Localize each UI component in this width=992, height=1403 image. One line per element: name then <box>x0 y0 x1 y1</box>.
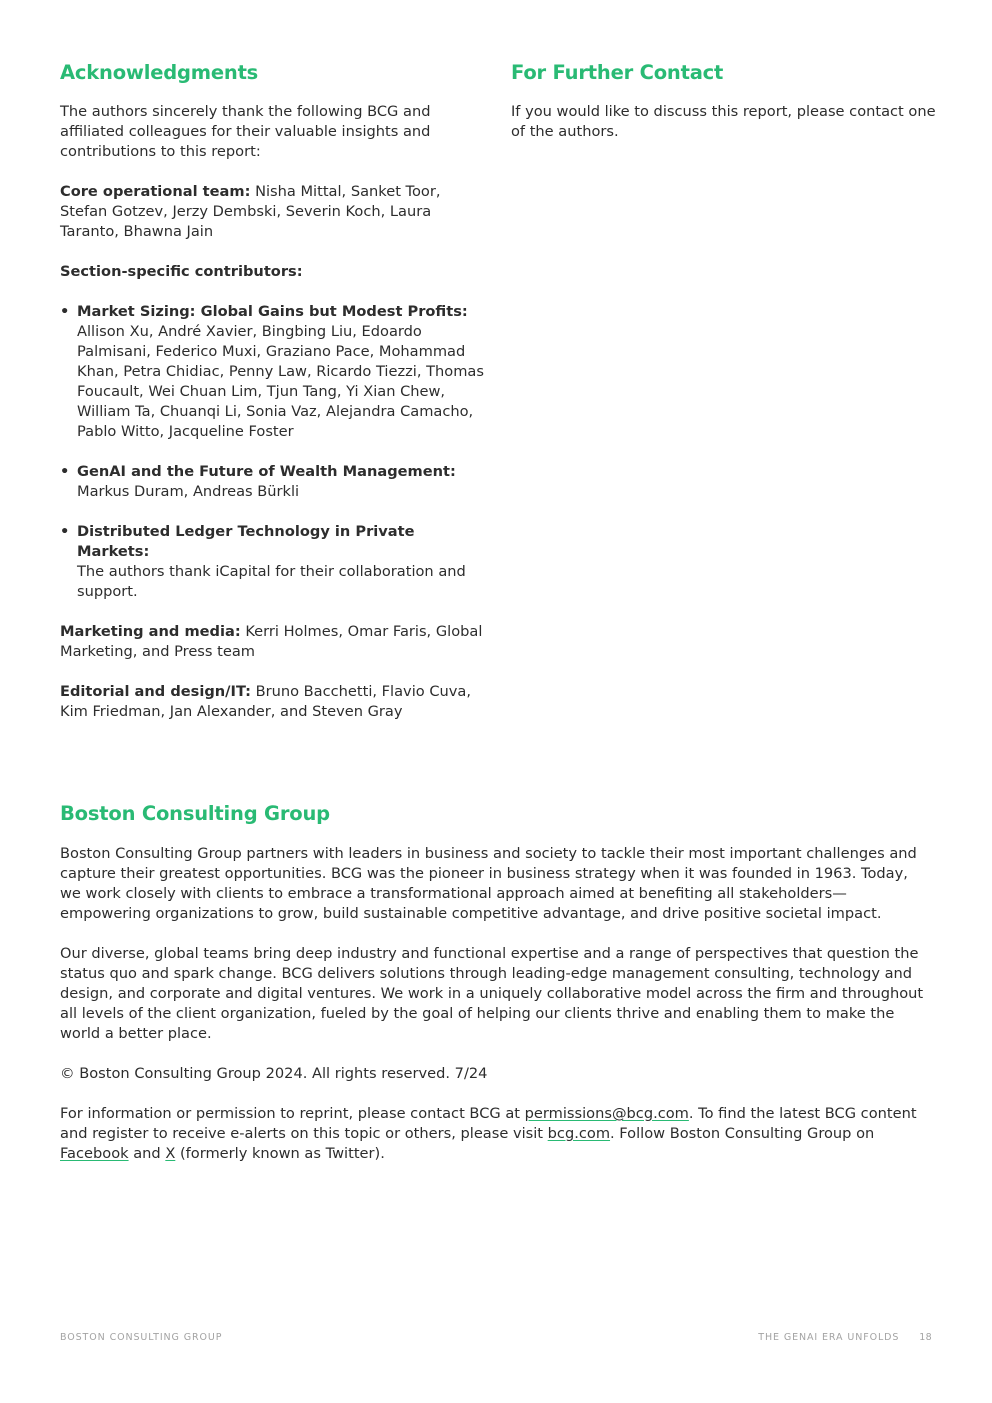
reprint-info: For information or permission to reprint, please contact BCG at permissions@bcg.com. To find the latest BCG content and register to receive e-alerts on this topic or others, please visit bcg.com. Follow Boston Consulting Group on Facebook and X (formerly known as Twitter). <box>60 1105 917 1162</box>
contact-text: If you would like to discuss this report, please contact one of the authors. <box>511 103 936 140</box>
marketing-team <box>60 622 484 662</box>
contact-section <box>511 61 936 142</box>
core-team <box>60 182 484 242</box>
editorial-label: Editorial and design/IT: <box>60 683 251 700</box>
acknowledgments-section <box>60 61 484 722</box>
x-link[interactable]: X <box>165 1145 176 1162</box>
copyright: © Boston Consulting Group 2024. All rights reserved. 7/24 <box>60 1065 488 1082</box>
section-contributors-label: Section-specific contributors: <box>60 263 303 280</box>
bcg-section <box>60 802 932 1164</box>
bcg-site-link[interactable]: bcg.com <box>547 1125 611 1142</box>
bcg-heading: Boston Consulting Group <box>60 802 330 825</box>
core-team-label: Core operational team: <box>60 183 251 200</box>
footer-company: BOSTON CONSULTING GROUP <box>60 1332 223 1343</box>
section-names: The authors thank iCapital for their collaboration and support. <box>77 563 466 600</box>
list-item <box>60 302 484 442</box>
editorial-team <box>60 682 484 722</box>
section-contributors-list <box>60 302 484 602</box>
bcg-paragraph-1: Boston Consulting Group partners with leaders in business and society to tackle their most important challenges and capture their greatest opportunities. BCG was the pioneer in business strategy when it was founded in 1963. Today, we work closely with clients to embrace a transformational approach aimed at benefiting all stakeholders—empowering organizations to grow, build sustainable competitive advantage, and drive positive societal impact. <box>60 845 917 922</box>
list-item <box>60 462 484 502</box>
acknowledgments-heading: Acknowledgments <box>60 61 259 84</box>
facebook-link[interactable]: Facebook <box>60 1145 129 1162</box>
section-names: Allison Xu, André Xavier, Bingbing Liu, Edoardo Palmisani, Federico Muxi, Graziano Pace, Mohammad Khan, Petra Chidiac, Penny Law, Ricardo Tiezzi, Thomas Foucault, Wei Chuan Lim, Tjun Tang, Yi Xian Chew, William Ta, Chuanqi Li, Sonia Vaz, Alejandra Camacho, Pablo Witto, Jacqueline Foster <box>77 323 484 440</box>
acknowledgments-intro: The authors sincerely thank the following BCG and affiliated colleagues for their valuable insights and contributions to this report: <box>60 103 431 160</box>
bcg-paragraph-2: Our diverse, global teams bring deep industry and functional expertise and a range of perspectives that question the status quo and spark change. BCG delivers solutions through leading-edge management consulting, technology and design, and corporate and digital ventures. We work in a uniquely collaborative model across the firm and throughout all levels of the client organization, fueled by the goal of helping our clients thrive and enabling them to make the world a better place. <box>60 945 924 1042</box>
page-number: 18 <box>919 1332 932 1343</box>
core-team-names: Nisha Mittal, Sanket Toor, Stefan Gotzev, Jerzy Dembski, Severin Koch, Laura Taranto, Bhawna Jain <box>60 183 441 240</box>
footer-report-title: THE GENAI ERA UNFOLDS <box>758 1332 900 1343</box>
section-title: GenAI and the Future of Wealth Management: <box>77 463 456 480</box>
email-link[interactable]: permissions@bcg.com <box>524 1105 689 1122</box>
editorial-names: Bruno Bacchetti, Flavio Cuva, Kim Friedman, Jan Alexander, and Steven Gray <box>60 683 471 720</box>
marketing-names: Kerri Holmes, Omar Faris, Global Marketing, and Press team <box>60 623 483 660</box>
contact-heading: For Further Contact <box>511 61 724 84</box>
section-title: Distributed Ledger Technology in Private Markets: <box>77 523 415 560</box>
list-item <box>60 522 484 602</box>
section-title: Market Sizing: Global Gains but Modest Profits: <box>77 303 468 320</box>
section-names: Markus Duram, Andreas Bürkli <box>77 483 300 500</box>
marketing-label: Marketing and media: <box>60 623 241 640</box>
footer-right <box>758 1332 932 1344</box>
